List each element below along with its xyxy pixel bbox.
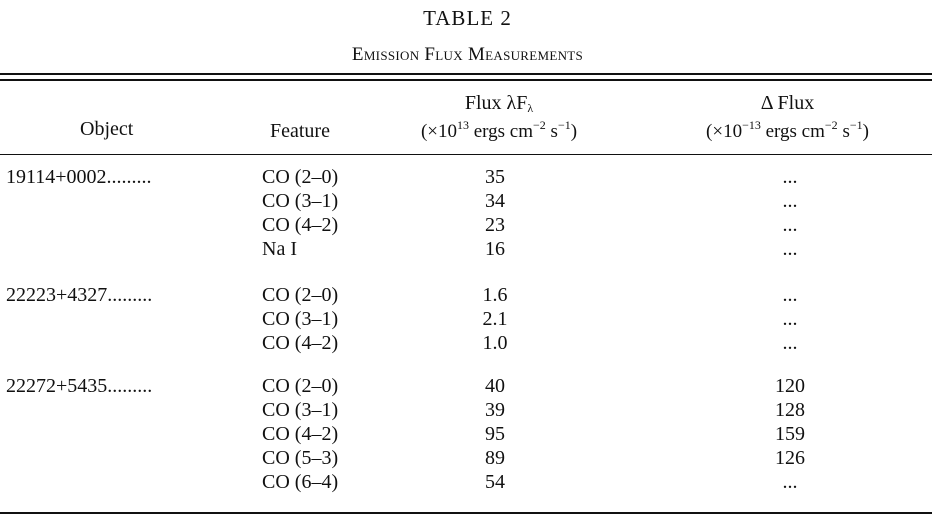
dflux-unit-part: ): [862, 121, 869, 142]
table-row: [0, 423, 935, 447]
feature-cell: CO (4–2): [262, 332, 339, 354]
flux-cell: 89: [485, 447, 505, 469]
table-title: TABLE 2: [423, 6, 512, 30]
flux-cell: 39: [485, 399, 505, 421]
flux-unit-part: s: [545, 121, 558, 142]
flux-unit-part: ergs cm: [468, 121, 534, 142]
table-row: [0, 447, 935, 471]
table-row: [0, 214, 935, 238]
object-name: 22272+5435.........: [6, 375, 153, 397]
dflux-unit-exp: −2: [824, 118, 838, 132]
delta-flux-cell: ...: [782, 284, 798, 306]
delta-flux-cell: ...: [782, 238, 798, 260]
feature-cell: CO (2–0): [262, 166, 339, 188]
table-row: [0, 375, 935, 399]
feature-cell: CO (5–3): [262, 447, 339, 469]
flux-cell: 1.0: [482, 332, 508, 354]
table-row: [0, 284, 935, 308]
delta-flux-cell: 159: [775, 423, 805, 445]
table-row: [0, 308, 935, 332]
flux-cell: 2.1: [482, 308, 508, 330]
feature-cell: CO (3–1): [262, 308, 339, 330]
header-rule: [0, 154, 932, 155]
object-group: [0, 166, 935, 262]
table-row: [0, 471, 935, 495]
bottom-rule: [0, 512, 932, 514]
header-flux-name: Flux λF: [464, 92, 528, 114]
flux-unit-exp: −2: [533, 118, 546, 132]
delta-flux-cell: 126: [775, 447, 805, 469]
header-flux: [360, 92, 638, 116]
table-row: [0, 399, 935, 423]
flux-cell: 35: [485, 166, 505, 188]
feature-cell: CO (3–1): [262, 190, 339, 212]
feature-cell: CO (2–0): [262, 375, 339, 397]
delta-flux-cell: 128: [775, 399, 805, 421]
table-row: [0, 238, 935, 262]
header-feature: Feature: [270, 120, 330, 142]
delta-flux-cell: ...: [782, 332, 798, 354]
feature-cell: CO (4–2): [262, 423, 339, 445]
header-flux-sub: λ: [527, 101, 534, 115]
header-delta-flux-unit: [640, 118, 935, 143]
feature-cell: CO (2–0): [262, 284, 339, 306]
delta-flux-cell: ...: [782, 471, 798, 493]
delta-flux-cell: ...: [782, 166, 798, 188]
dflux-unit-part: s: [837, 121, 850, 142]
header-delta-flux: Δ Flux: [760, 92, 815, 114]
dflux-unit-exp: −13: [742, 118, 761, 132]
feature-cell: CO (4–2): [262, 214, 339, 236]
object-name: 22223+4327.........: [6, 284, 153, 306]
table-row: [0, 332, 935, 356]
delta-flux-cell: 120: [775, 375, 805, 397]
feature-cell: CO (6–4): [262, 471, 339, 493]
top-rule-lower: [0, 79, 932, 81]
top-rule-upper: [0, 73, 932, 75]
table-caption: Emission Flux Measurements: [351, 44, 584, 65]
object-group: [0, 284, 935, 356]
flux-unit-part: ): [570, 121, 578, 142]
delta-flux-cell: ...: [782, 214, 798, 236]
object-name: 19114+0002.........: [6, 166, 152, 188]
dflux-unit-part: (×10: [706, 121, 743, 142]
header-flux-unit: [360, 118, 638, 143]
flux-cell: 23: [485, 214, 505, 236]
delta-flux-cell: ...: [782, 308, 798, 330]
flux-cell: 1.6: [482, 284, 508, 306]
table-row: [0, 190, 935, 214]
header-object: Object: [80, 118, 134, 140]
flux-cell: 54: [485, 471, 505, 493]
flux-cell: 34: [485, 190, 505, 212]
feature-cell: Na I: [262, 238, 297, 260]
flux-unit-exp: 13: [456, 118, 469, 132]
delta-flux-cell: ...: [782, 190, 798, 212]
feature-cell: CO (3–1): [262, 399, 339, 421]
table-row: [0, 166, 935, 190]
flux-cell: 40: [485, 375, 505, 397]
dflux-unit-exp: −1: [849, 118, 863, 132]
flux-unit-exp: −1: [557, 118, 571, 132]
flux-cell: 95: [485, 423, 505, 445]
flux-unit-part: (×10: [420, 121, 457, 142]
object-group: [0, 375, 935, 495]
flux-cell: 16: [485, 238, 505, 260]
dflux-unit-part: ergs cm: [760, 121, 825, 142]
